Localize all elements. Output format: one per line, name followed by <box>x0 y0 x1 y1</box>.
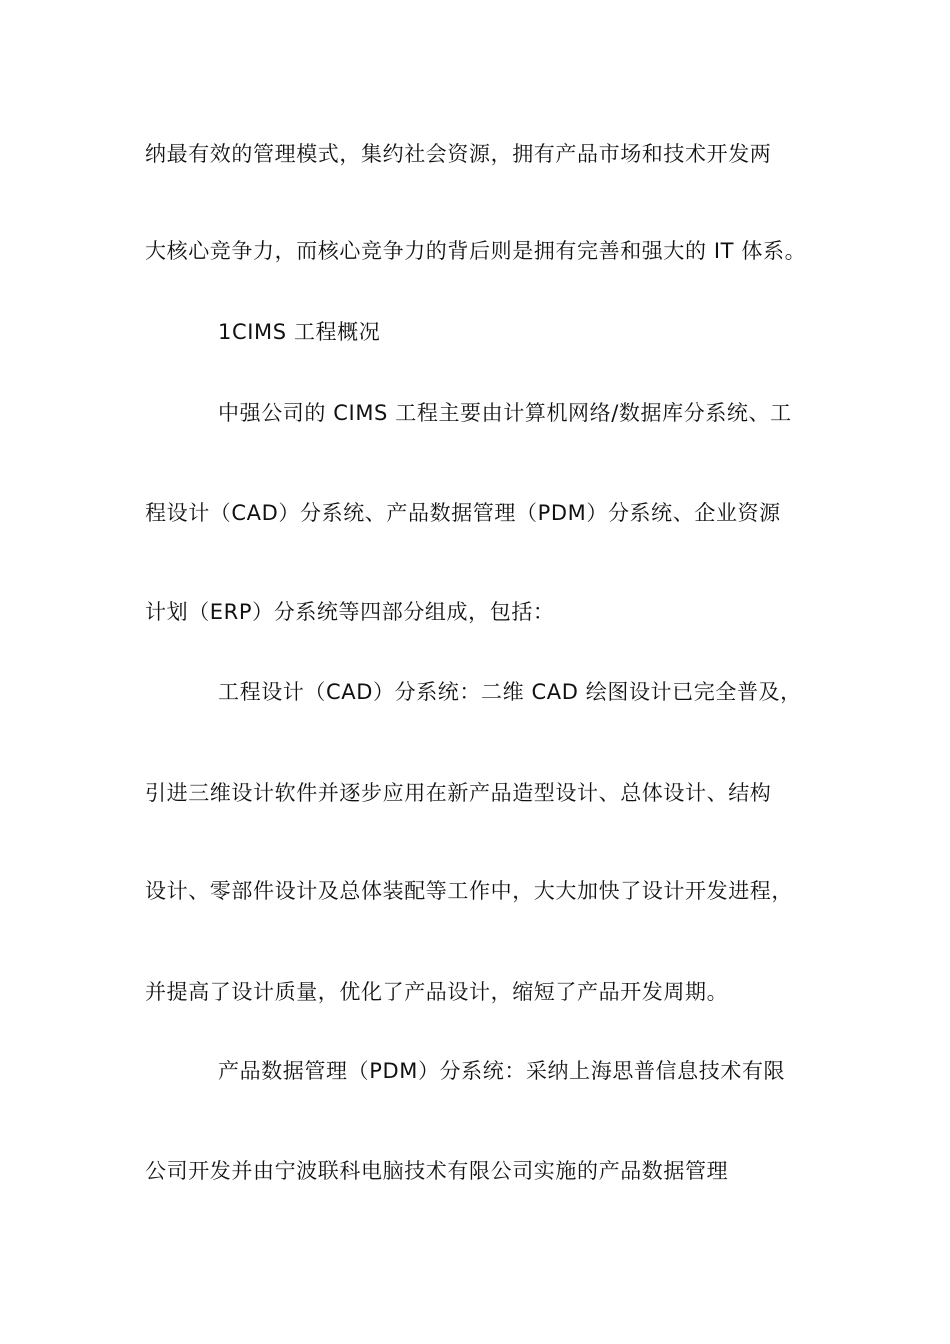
paragraph-line: 并提高了设计质量，优化了产品设计，缩短了产品开发周期。 <box>145 980 729 1004</box>
paragraph-line: 工程设计（CAD）分系统：二维 CAD 绘图设计已完全普及， <box>218 680 802 704</box>
paragraph-line: 计划（ERP）分系统等四部分组成，包括： <box>145 600 555 624</box>
paragraph-line: 大核心竞争力，而核心竞争力的背后则是拥有完善和强大的 IT 体系。 <box>145 239 807 263</box>
paragraph-line: 纳最有效的管理模式，集约社会资源，拥有产品市场和技术开发两 <box>145 142 772 166</box>
paragraph-line: 产品数据管理（PDM）分系统：采纳上海思普信息技术有限 <box>218 1059 786 1083</box>
section-heading: 1CIMS 工程概况 <box>218 320 381 344</box>
paragraph-line: 程设计（CAD）分系统、产品数据管理（PDM）分系统、企业资源 <box>145 501 781 525</box>
paragraph-line: 设计、零部件设计及总体装配等工作中，大大加快了设计开发进程， <box>145 879 793 903</box>
paragraph-line: 公司开发并由宁波联科电脑技术有限公司实施的产品数据管理 <box>145 1159 729 1183</box>
paragraph-line: 引进三维设计软件并逐步应用在新产品造型设计、总体设计、结构 <box>145 781 772 805</box>
paragraph-line: 中强公司的 CIMS 工程主要由计算机网络/数据库分系统、工 <box>218 401 792 425</box>
